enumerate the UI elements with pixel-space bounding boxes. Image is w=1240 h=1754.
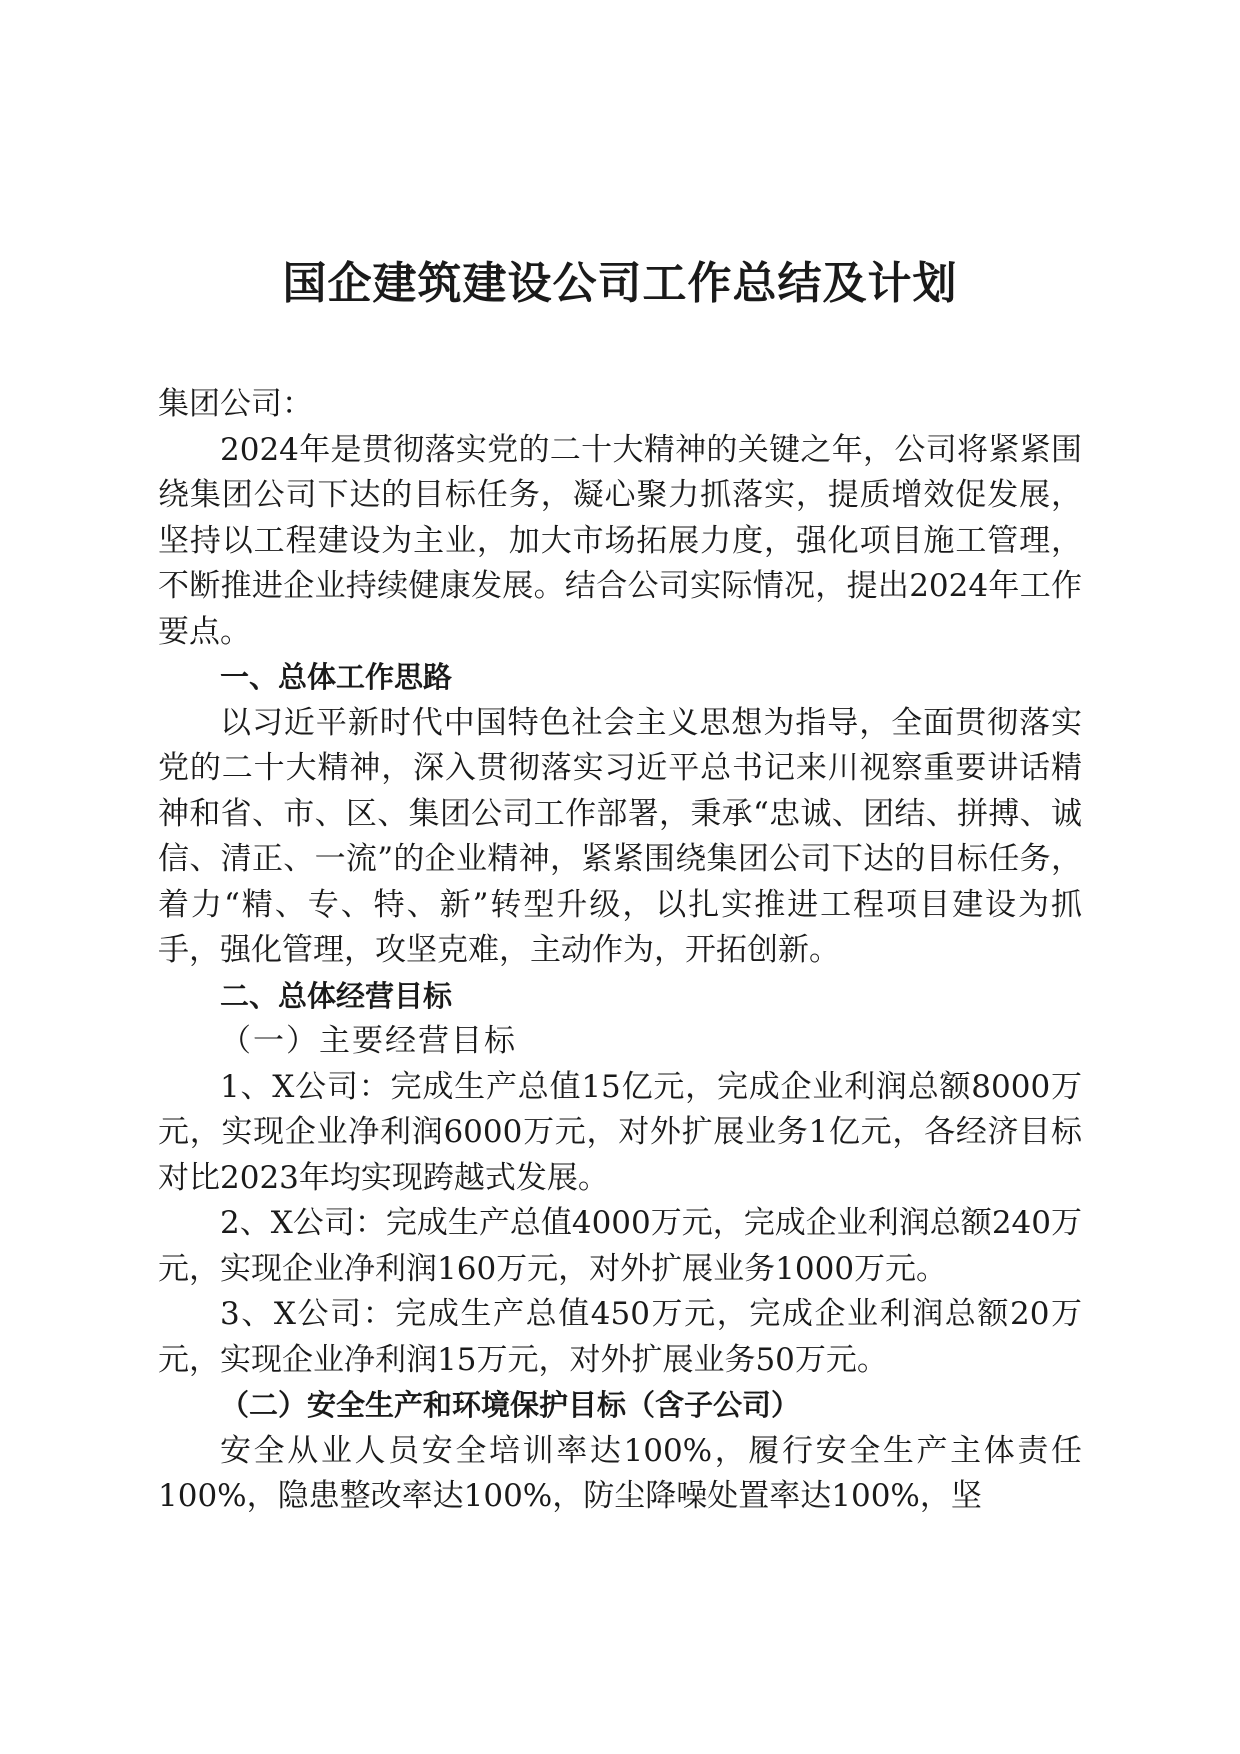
- subsection-heading-1: （一）主要经营目标: [220, 1023, 517, 1059]
- target-item-1: 1、X公司：完成生产总值15亿元，完成企业利润总额8000万元，实现企业净利润6000万元，对外扩展业务1亿元，各经济目标对比2023年均实现跨越式发展。: [158, 1068, 1082, 1196]
- section-heading-2: 二、总体经营目标: [220, 978, 453, 1013]
- section-heading-1: 一、总体工作思路: [220, 660, 453, 694]
- safety-paragraph: 安全从业人员安全培训率达100%，履行安全生产主体责任100%，隐患整改率达100%，防尘降噪处置率达100%，坚: [158, 1432, 1082, 1514]
- document-body: [158, 382, 1082, 1520]
- subsection-heading-2: （二）安全生产和环境保护目标（含子公司）: [220, 1388, 801, 1422]
- section-1-paragraph: 以习近平新时代中国特色社会主义思想为指导，全面贯彻落实党的二十大精神，深入贯彻落实习近平总书记来川视察重要讲话精神和省、市、区、集团公司工作部署，秉承“忠诚、团结、拼搏、诚信、清正、一流”的企业精神，紧紧围绕集团公司下达的目标任务，着力“精、专、特、新”转型升级，以扎实推进工程项目建设为抓手，强化管理，攻坚克难，主动作为，开拓创新。: [158, 704, 1082, 968]
- salutation: 集团公司：: [158, 386, 313, 422]
- target-item-3: 3、X公司：完成生产总值450万元，完成企业利润总额20万元，实现企业净利润15万元，对外扩展业务50万元。: [158, 1296, 1082, 1378]
- target-item-2: 2、X公司：完成生产总值4000万元，完成企业利润总额240万元，实现企业净利润160万元，对外扩展业务1000万元。: [158, 1205, 1082, 1287]
- document-title: 国企建筑建设公司工作总结及计划: [282, 258, 958, 309]
- intro-paragraph: 2024年是贯彻落实党的二十大精神的关键之年，公司将紧紧围绕集团公司下达的目标任务，凝心聚力抓落实，提质增效促发展，坚持以工程建设为主业，加大市场拓展力度，强化项目施工管理，不断推进企业持续健康发展。结合公司实际情况，提出2024年工作要点。: [158, 431, 1082, 650]
